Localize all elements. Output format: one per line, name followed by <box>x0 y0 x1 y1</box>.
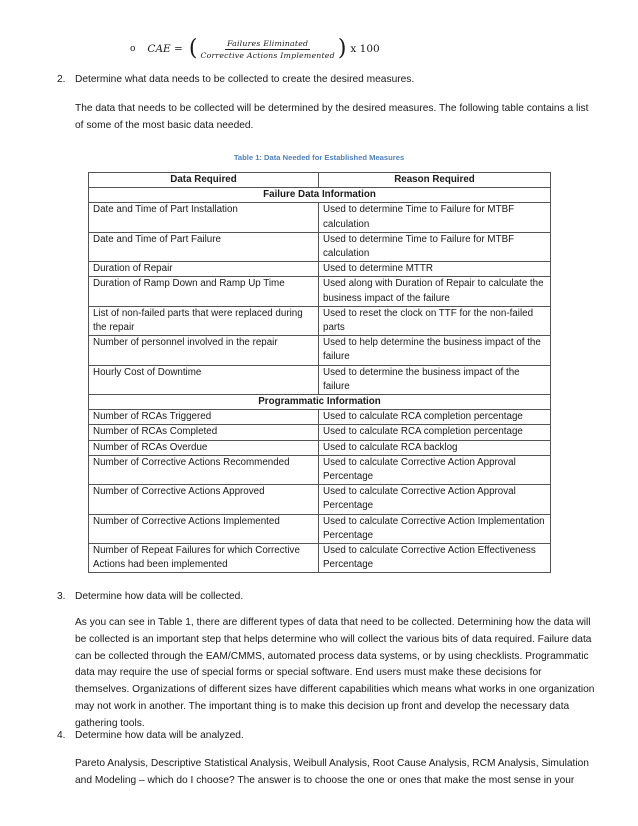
cell-reason: Used to determine Time to Failure for MTBF calculation <box>319 203 551 232</box>
cell-data: Date and Time of Part Failure <box>89 232 319 261</box>
step-4-heading <box>57 730 244 741</box>
formula-fraction <box>198 39 336 60</box>
cell-reason: Used along with Duration of Repair to calculate the business impact of the failure <box>319 277 551 306</box>
table-row <box>89 455 551 484</box>
cell-data: Number of RCAs Triggered <box>89 410 319 425</box>
cell-data: Date and Time of Part Installation <box>89 203 319 232</box>
step-number: 2. <box>57 74 66 85</box>
table-row <box>89 306 551 335</box>
right-paren: ) <box>337 36 347 61</box>
step-4-body: Pareto Analysis, Descriptive Statistical Analysis, Weibull Analysis, Root Cause Analysis, RCM Analysis, Simulation and Modeling – which do I choose? The answer is to choose the one or ones that make the most sense in your <box>75 758 589 786</box>
table-row <box>89 336 551 365</box>
formula-denominator: Corrective Actions Implemented <box>200 50 335 60</box>
formula-numerator: Failures Eliminated <box>227 38 309 48</box>
table-header-row <box>89 173 551 188</box>
cell-reason: Used to determine MTTR <box>319 262 551 277</box>
table-row <box>89 514 551 543</box>
table-row <box>89 544 551 573</box>
column-header: Reason Required <box>319 173 551 188</box>
cell-reason: Used to calculate RCA completion percentage <box>319 410 551 425</box>
cell-reason: Used to calculate Corrective Action Approval Percentage <box>319 485 551 514</box>
cell-data: List of non-failed parts that were replaced during the repair <box>89 306 319 335</box>
column-header: Data Required <box>89 173 319 188</box>
table-row <box>89 425 551 440</box>
table-row <box>89 203 551 232</box>
step-number: 4. <box>57 730 66 741</box>
step-3-body: As you can see in Table 1, there are different types of data that need to be collected. Determining how the data will be collected is an important step that helps determine who will collect the various bits of data required. Failure data can be collected through the EAM/CMMS, automated process data systems, or by using checklists. Programmatic data may require the use of special forms or special software. End users must make these decisions for themselves. Organizations of different sizes have different capabilities which means what works in one organization may not work in another. The important thing is to make this decision up front and develop the necessary data gathering tools. <box>75 617 595 729</box>
table-row <box>89 485 551 514</box>
cell-reason: Used to calculate Corrective Action Implementation Percentage <box>319 514 551 543</box>
section-row <box>89 395 551 410</box>
cell-data: Number of Repeat Failures for which Corrective Actions had been implemented <box>89 544 319 573</box>
step-2-body: The data that needs to be collected will be determined by the desired measures. The following table contains a list of some of the most basic data needed. <box>75 103 589 131</box>
cell-data: Number of RCAs Completed <box>89 425 319 440</box>
sub-bullet: o <box>130 44 136 54</box>
left-paren: ( <box>188 36 198 61</box>
cell-data: Duration of Ramp Down and Ramp Up Time <box>89 277 319 306</box>
cell-data: Hourly Cost of Downtime <box>89 365 319 394</box>
formula-lhs: CAE = <box>147 43 183 55</box>
formula-rhs: x 100 <box>350 43 380 55</box>
step-2-heading <box>57 74 414 85</box>
cell-data: Number of Corrective Actions Recommended <box>89 455 319 484</box>
section-title: Programmatic Information <box>89 395 551 410</box>
table-row <box>89 277 551 306</box>
cae-formula <box>130 36 380 62</box>
table-row <box>89 262 551 277</box>
cell-data: Number of personnel involved in the repair <box>89 336 319 365</box>
cell-reason: Used to help determine the business impact of the failure <box>319 336 551 365</box>
cell-reason: Used to determine the business impact of the failure <box>319 365 551 394</box>
table-row <box>89 232 551 261</box>
cell-reason: Used to calculate Corrective Action Effectiveness Percentage <box>319 544 551 573</box>
section-row <box>89 188 551 203</box>
cell-data: Number of Corrective Actions Implemented <box>89 514 319 543</box>
data-required-table <box>88 172 551 573</box>
cell-data: Number of RCAs Overdue <box>89 440 319 455</box>
table-row <box>89 365 551 394</box>
cell-reason: Used to reset the clock on TTF for the non-failed parts <box>319 306 551 335</box>
step-3-heading <box>57 591 243 602</box>
cell-data: Duration of Repair <box>89 262 319 277</box>
step-number: 3. <box>57 591 66 602</box>
cell-reason: Used to calculate Corrective Action Approval Percentage <box>319 455 551 484</box>
cell-data: Number of Corrective Actions Approved <box>89 485 319 514</box>
cell-reason: Used to determine Time to Failure for MTBF calculation <box>319 232 551 261</box>
table-row <box>89 410 551 425</box>
step-heading-text: Determine how data will be analyzed. <box>75 730 244 741</box>
section-title: Failure Data Information <box>89 188 551 203</box>
cell-reason: Used to calculate RCA backlog <box>319 440 551 455</box>
cell-reason: Used to calculate RCA completion percentage <box>319 425 551 440</box>
table-caption: Table 1: Data Needed for Established Measures <box>233 153 405 162</box>
step-heading-text: Determine what data needs to be collected to create the desired measures. <box>75 74 415 85</box>
step-heading-text: Determine how data will be collected. <box>75 591 244 602</box>
table-row <box>89 440 551 455</box>
